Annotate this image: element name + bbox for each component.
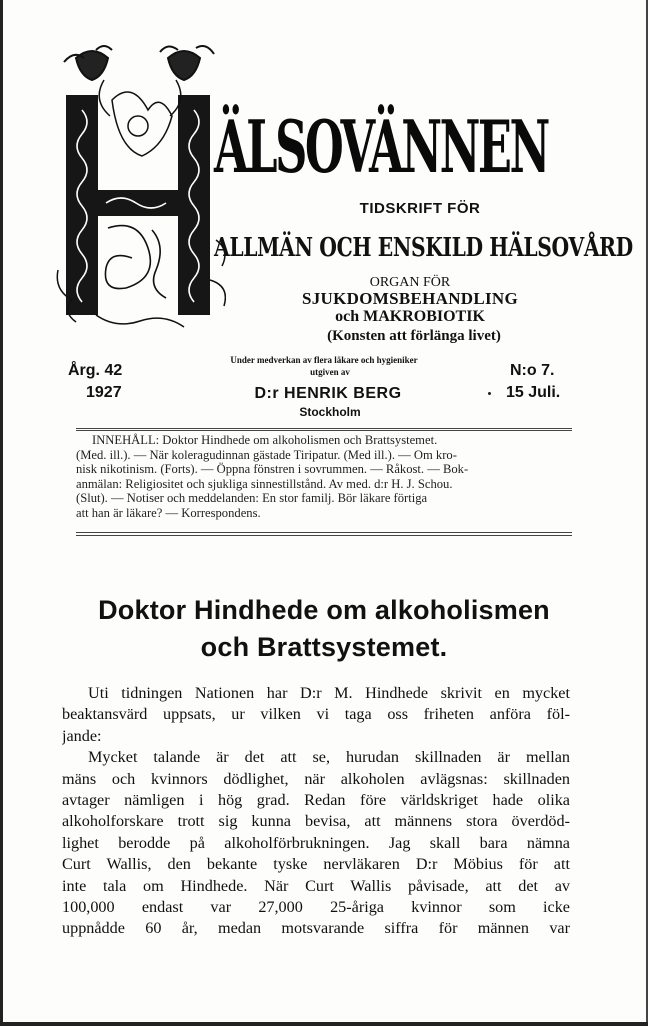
article-line: avtager nämligen i hög grad. Redan före världskriget hade olika xyxy=(62,791,570,810)
scan-edge-bottom xyxy=(0,1022,648,1026)
volume-label: Årg. 42 xyxy=(68,362,123,379)
scan-edge-left xyxy=(0,0,3,1026)
divider-bottom-2 xyxy=(76,535,572,536)
article-line: uppnådde 60 år, medan motsvarande siffra för männen var xyxy=(62,919,570,938)
article-line: 100,000 endast var 27,000 25-åriga kvinnor som icke xyxy=(62,898,570,917)
organ-line-1: SJUKDOMSBEHANDLING xyxy=(301,289,519,308)
contents-line: INNEHÅLL: Doktor Hindhede om alkoholismen och Brattsystemet. xyxy=(92,433,438,447)
article-line: jande: xyxy=(62,726,102,745)
article-line: Uti tidningen Nationen har D:r M. Hindhede skrivit en mycket xyxy=(88,684,570,702)
organ-line-3: (Konsten att förlänga livet) xyxy=(327,328,501,344)
contents-line: nisk nikotinism. (Forts). — Öppna fönstren i sovrummen. — Råkost. — Bok- xyxy=(76,462,469,477)
issue-date: 15 Juli. xyxy=(506,384,561,401)
editor-name: D:r HENRIK BERG xyxy=(254,385,402,402)
masthead-subtitle-1: TIDSKRIFT FÖR xyxy=(359,200,481,217)
article-headline-2: och Brattsystemet. xyxy=(200,632,448,662)
article-line: beaktansvärd uppsats, ur vilken vi taga oss friheten anföra föl- xyxy=(62,705,570,724)
table-of-contents xyxy=(76,433,572,521)
divider-top xyxy=(76,428,572,429)
ornamental-initial-h xyxy=(56,40,226,330)
published-by: utgiven av xyxy=(310,367,350,377)
article-body xyxy=(62,683,570,940)
article-line: lighet berodde på alkoholförbrukningen. Jag skall bara nämna xyxy=(62,833,570,852)
article-line: mäns och kvinnors dödlighet, när alkoholen avlägsnas: skillnaden xyxy=(62,769,570,788)
organ-label: ORGAN FÖR xyxy=(369,275,451,290)
publication-city: Stockholm xyxy=(299,405,361,419)
issue-number: N:o 7. xyxy=(510,362,555,379)
stray-dot xyxy=(488,392,491,395)
article-line: Curt Wallis, den bekante tyske nervläkaren D:r Möbius för att xyxy=(62,855,570,874)
contents-line: (Slut). — Notiser och meddelanden: En stor familj. Bör läkare förtiga xyxy=(76,491,428,506)
contents-line: att han är läkare? — Korrespondens. xyxy=(76,505,261,520)
article-line: alkoholforskare trott sig kunna bevisa, att männens stora överdöd- xyxy=(62,812,570,831)
divider-top-2 xyxy=(76,430,572,431)
article-headline: Doktor Hindhede om alkoholismen xyxy=(98,595,550,625)
article-line: Mycket talande är det att se, hurudan skillnaden är mellan xyxy=(88,748,570,767)
article-line: inte tala om Hindhede. När Curt Wallis påvisade, att det av xyxy=(62,876,570,895)
divider-bottom xyxy=(76,532,572,533)
contents-line: (Med. ill.). — När koleragudinnan gästade Tiripatur. (Med ill.). — Om kro- xyxy=(76,447,457,462)
serpent-icon xyxy=(105,226,166,299)
urn-icon xyxy=(64,46,214,80)
contents-line: anmälan: Religiositet och sjukliga sinnestillstånd. Av med. d:r H. J. Schou. xyxy=(76,476,453,491)
masthead-title: ÄLSOVÄNNEN xyxy=(214,104,548,189)
organ-line-2: och MAKROBIOTIK xyxy=(335,308,485,325)
collaborators-line: Under medverkan av flera läkare och hygieniker xyxy=(230,355,418,365)
cherub-icon xyxy=(99,80,181,156)
masthead-subtitle-2: ALLMÄN OCH ENSKILD HÄLSOVÅRD xyxy=(214,233,633,263)
issue-year: 1927 xyxy=(86,384,122,401)
